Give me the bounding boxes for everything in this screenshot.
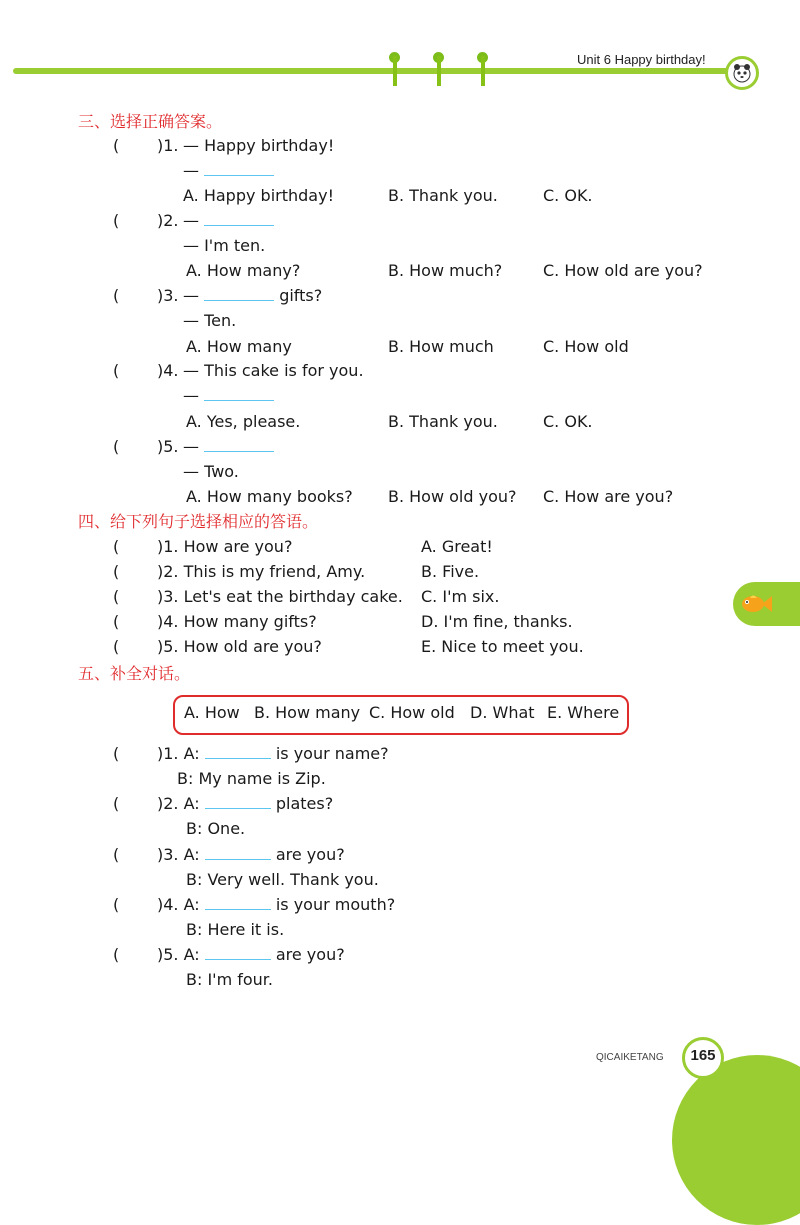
match-question: )5. How old are you? xyxy=(157,637,322,656)
answer-paren-open[interactable]: ( xyxy=(113,437,120,456)
question-line: — xyxy=(183,437,274,457)
option-a: A. How many? xyxy=(186,261,301,280)
dialog-b-line: B: My name is Zip. xyxy=(177,769,326,788)
pin-stem xyxy=(393,56,397,86)
page-number: 165 xyxy=(690,1047,716,1064)
unit-title: Unit 6 Happy birthday! xyxy=(577,52,706,67)
match-answer: E. Nice to meet you. xyxy=(421,637,584,656)
answer-paren-open[interactable]: ( xyxy=(113,895,120,914)
answer-paren-open[interactable]: ( xyxy=(113,211,120,230)
answer-paren-open[interactable]: ( xyxy=(113,136,120,155)
blank-field[interactable] xyxy=(205,744,271,759)
question-number: )2. xyxy=(157,211,179,230)
question-number: )5. xyxy=(157,437,179,456)
section5-title: 五、补全对话。 xyxy=(78,664,191,683)
answer-paren-open[interactable]: ( xyxy=(113,361,120,380)
blank-field[interactable] xyxy=(204,211,274,226)
pin-stem xyxy=(481,56,485,86)
match-answer: A. Great! xyxy=(421,537,493,556)
answer-paren-open[interactable]: ( xyxy=(113,945,120,964)
option-a: A. How many xyxy=(186,337,292,356)
question-line: — xyxy=(183,211,274,231)
option-a: A. Happy birthday! xyxy=(183,186,334,205)
blank-field[interactable] xyxy=(205,845,271,860)
dialog-b-line: B: I'm four. xyxy=(186,970,273,989)
word-bank-option: A. How xyxy=(184,703,240,722)
answer-paren-open[interactable]: ( xyxy=(113,587,120,606)
match-question: )3. Let's eat the birthday cake. xyxy=(157,587,403,606)
option-b: B. How old you? xyxy=(388,487,517,506)
word-bank-option: D. What xyxy=(470,703,535,722)
answer-line: — xyxy=(183,386,274,406)
option-b: B. How much? xyxy=(388,261,503,280)
blank-field[interactable] xyxy=(205,794,271,809)
answer-paren-open[interactable]: ( xyxy=(113,286,120,305)
answer-paren-open[interactable]: ( xyxy=(113,794,120,813)
answer-line: — xyxy=(183,161,274,181)
match-question: )4. How many gifts? xyxy=(157,612,317,631)
word-bank-option: B. How many xyxy=(254,703,361,722)
dialog-b-line: B: Very well. Thank you. xyxy=(186,870,379,889)
option-a: A. Yes, please. xyxy=(186,412,301,431)
section3-title: 三、选择正确答案。 xyxy=(78,112,223,131)
option-a: A. How many books? xyxy=(186,487,353,506)
question-line: — gifts? xyxy=(183,286,323,305)
blank-field[interactable] xyxy=(204,286,274,301)
footer-arc xyxy=(672,1055,800,1225)
word-bank-option: C. How old xyxy=(369,703,455,722)
answer-paren-open[interactable]: ( xyxy=(113,537,120,556)
question-number: )4. xyxy=(157,361,179,380)
question-line: — This cake is for you. xyxy=(183,361,364,380)
answer-paren-open[interactable]: ( xyxy=(113,562,120,581)
dialog-b-line: B: Here it is. xyxy=(186,920,285,939)
blank-field[interactable] xyxy=(204,437,274,452)
answer-paren-open[interactable]: ( xyxy=(113,637,120,656)
answer-line: — Two. xyxy=(183,462,239,481)
match-answer: D. I'm fine, thanks. xyxy=(421,612,573,631)
dialog-a-line: )2. A: plates? xyxy=(157,794,334,813)
option-c: C. How are you? xyxy=(543,487,674,506)
dialog-a-line: )5. A: are you? xyxy=(157,945,345,964)
panda-icon xyxy=(725,56,759,90)
match-question: )1. How are you? xyxy=(157,537,293,556)
option-c: C. OK. xyxy=(543,186,593,205)
option-c: C. How old are you? xyxy=(543,261,703,280)
publisher-name: QICAIKETANG xyxy=(596,1052,664,1063)
pin-stem xyxy=(437,56,441,86)
dialog-a-line: )3. A: are you? xyxy=(157,845,345,864)
dialog-a-line: )1. A: is your name? xyxy=(157,744,389,763)
match-answer: C. I'm six. xyxy=(421,587,500,606)
match-question: )2. This is my friend, Amy. xyxy=(157,562,366,581)
section4-title: 四、给下列句子选择相应的答语。 xyxy=(78,512,319,531)
dialog-a-line: )4. A: is your mouth? xyxy=(157,895,396,914)
option-c: C. How old xyxy=(543,337,629,356)
option-b: B. How much xyxy=(388,337,494,356)
question-number: )3. xyxy=(157,286,179,305)
answer-paren-open[interactable]: ( xyxy=(113,612,120,631)
blank-field[interactable] xyxy=(205,945,271,960)
question-number: )1. xyxy=(157,136,179,155)
blank-field[interactable] xyxy=(204,386,274,401)
option-c: C. OK. xyxy=(543,412,593,431)
blank-field[interactable] xyxy=(204,161,274,176)
goldfish-icon xyxy=(735,584,775,624)
answer-line: — I'm ten. xyxy=(183,236,266,255)
answer-line: — Ten. xyxy=(183,311,237,330)
word-bank-option: E. Where xyxy=(547,703,620,722)
side-tab xyxy=(733,582,800,626)
match-answer: B. Five. xyxy=(421,562,480,581)
answer-paren-open[interactable]: ( xyxy=(113,744,120,763)
blank-field[interactable] xyxy=(205,895,271,910)
option-b: B. Thank you. xyxy=(388,412,498,431)
question-line: — Happy birthday! xyxy=(183,136,335,155)
dialog-b-line: B: One. xyxy=(186,819,246,838)
option-b: B. Thank you. xyxy=(388,186,498,205)
answer-paren-open[interactable]: ( xyxy=(113,845,120,864)
